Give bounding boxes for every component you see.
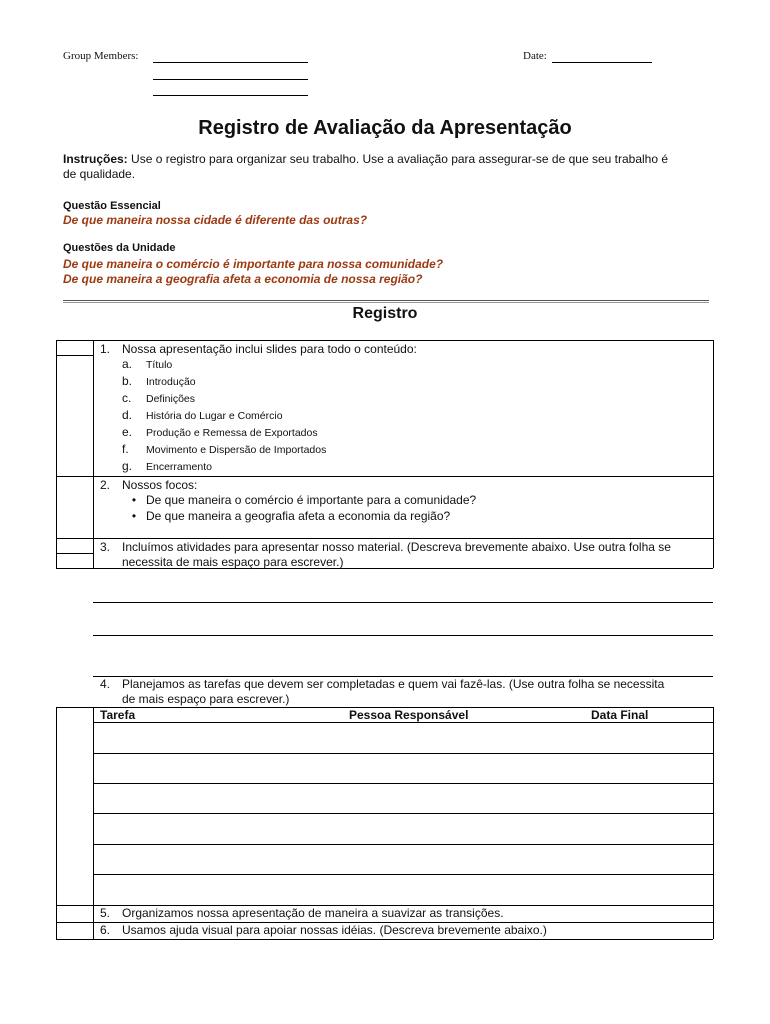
group-members-label: Group Members: <box>63 50 139 62</box>
group-member-line-2[interactable] <box>153 79 308 80</box>
task-col-header: Tarefa <box>100 708 136 722</box>
sub-item-g: g. Encerramento <box>122 459 212 473</box>
item-2-bullet-1: • De que maneira o comércio é importante para a comunidade? <box>122 493 476 508</box>
writing-line-1[interactable] <box>93 602 713 603</box>
task-row-line[interactable] <box>93 874 713 875</box>
instructions-label: Instruções: <box>63 152 128 166</box>
section-divider <box>63 300 709 303</box>
sub-item-f: f. Movimento e Dispersão de Importados <box>122 442 327 456</box>
task-row-line <box>93 722 713 723</box>
date-col-header: Data Final <box>591 708 649 722</box>
item-2-bullet-2: • De que maneira a geografia afeta a economia da região? <box>122 509 450 524</box>
table-border-right <box>713 340 714 568</box>
checklist-item-4 <box>100 677 664 692</box>
checklist-item-3 <box>100 540 671 555</box>
essential-question: De que maneira nossa cidade é diferente das outras? <box>63 213 368 227</box>
task-table-left <box>56 707 57 905</box>
item-6-number: 6. <box>100 923 111 937</box>
item-5-text: Organizamos nossa apresentação de maneira a suavizar as transições. <box>122 906 504 920</box>
sub-item-d: d. História do Lugar e Comércio <box>122 408 283 422</box>
bullet-icon: • <box>131 509 137 523</box>
final-rows-left <box>56 905 57 939</box>
item-1-sublist <box>122 357 326 476</box>
task-row-line[interactable] <box>93 844 713 845</box>
table-border-bottom <box>56 939 713 940</box>
task-row-line[interactable] <box>93 813 713 814</box>
sub-item-e: e. Produção e Remessa de Exportados <box>122 425 318 439</box>
writing-line-2[interactable] <box>93 635 713 636</box>
essential-question-label: Questão Essencial <box>63 200 161 212</box>
task-row-line[interactable] <box>93 783 713 784</box>
item-3-text-1: Incluímos atividades para apresentar nosso material. (Descreva brevemente abaixo. Use outra folha se <box>122 540 671 554</box>
task-row-line[interactable] <box>93 753 713 754</box>
checklist-item-5 <box>100 906 504 921</box>
item-2-number: 2. <box>100 478 111 492</box>
date-line[interactable] <box>552 62 652 63</box>
item-4-text-1: Planejamos as tarefas que devem ser completadas e quem vai fazê-las. (Use outra folha se necessita <box>122 677 665 691</box>
group-member-line-1[interactable] <box>153 62 308 63</box>
date-label: Date: <box>523 50 547 62</box>
check-cell-divider <box>56 355 93 356</box>
checklist-item-2 <box>100 478 197 493</box>
sub-item-c: c. Definições <box>122 391 196 405</box>
item-6-text: Usamos ajuda visual para apoiar nossas idéias. (Descreva brevemente abaixo.) <box>122 923 547 937</box>
table-border-top <box>56 340 713 341</box>
instructions-text-2: de qualidade. <box>63 167 136 181</box>
person-col-header: Pessoa Responsável <box>349 708 469 722</box>
item-3-number: 3. <box>100 540 111 554</box>
item-4-number: 4. <box>100 677 111 691</box>
row-divider-1-2 <box>56 476 713 477</box>
unit-questions-label: Questões da Unidade <box>63 242 176 254</box>
instructions <box>63 152 713 167</box>
item-3-text-2: necessita de mais espaço para escrever.) <box>122 555 344 569</box>
row-divider-2-3 <box>56 538 713 539</box>
final-rows-check-col <box>93 905 94 939</box>
group-member-line-3[interactable] <box>153 95 308 96</box>
registro-heading: Registro <box>352 305 418 322</box>
task-table-inner-left <box>93 707 94 905</box>
table-border-left <box>56 340 57 568</box>
item-1-number: 1. <box>100 342 111 356</box>
bullet-icon: • <box>131 493 137 507</box>
sub-item-b: b. Introdução <box>122 374 196 388</box>
checklist-item-1 <box>100 342 417 357</box>
item-1-text: Nossa apresentação inclui slides para todo o conteúdo: <box>122 342 417 356</box>
task-table-right <box>713 707 714 905</box>
check-column-line <box>93 340 94 568</box>
item-5-number: 5. <box>100 906 111 920</box>
item-2-text: Nossos focos: <box>122 478 198 492</box>
final-rows-right <box>713 905 714 939</box>
unit-question-1: De que maneira o comércio é importante para nossa comunidade? <box>63 257 444 271</box>
check-cell-divider <box>56 553 93 554</box>
instructions-text-1: Use o registro para organizar seu trabalho. Use a avaliação para assegurar-se de que seu trabalho é <box>131 152 669 166</box>
unit-question-2: De que maneira a geografia afeta a economia de nossa região? <box>63 272 423 286</box>
sub-item-a: a. Título <box>122 357 173 371</box>
page-title: Registro de Avaliação da Apresentação <box>198 117 572 139</box>
checklist-item-6 <box>100 923 547 938</box>
item-4-text-2: de mais espaço para escrever.) <box>122 692 290 706</box>
